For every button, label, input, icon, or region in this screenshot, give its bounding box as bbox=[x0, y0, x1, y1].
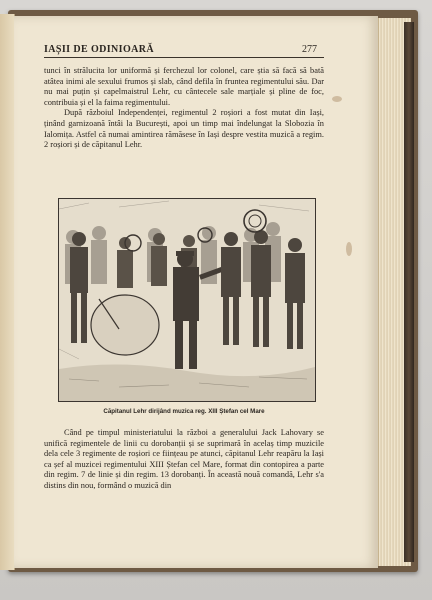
paragraph: După războiul Independenței, regimentul 2 roșiori a fost mutat din Iași, ținând garnizoană întâi la București, apoi un timp mai îndelungat la Slobozia în Ialomița. Astfel că numai amintirea rămăsese în Iași despre vestita muzică a regim. 2 roșiori și de căpitanul Lehr. bbox=[44, 108, 324, 150]
paragraph: tunci în strălucita lor uniformă și ferchezul lor colonel, care știa să facă să bată atâtea inimi ale sexului frumos și slab, când defila în fruntea regimentului său. Dar nu mai puțin și capelmaistrul Lehr, cu cântecele sale marțiale și pline de foc, contribuia și el la faima regimentului. bbox=[44, 66, 324, 107]
header-rule bbox=[44, 57, 324, 58]
stain bbox=[332, 96, 342, 102]
band-drawing bbox=[59, 199, 315, 401]
text-block-bottom bbox=[44, 428, 324, 492]
running-head: IAȘII DE ODINIOARĂ bbox=[44, 44, 154, 55]
paragraph: Când pe timpul ministeriatului la război a generalului Jack Lahovary se unifică regimentele de linii cu dorobanții și se suprimară în acelaș timp muzicile dela cele 3 regimente de roșiori ce ființeau pe atunci, căpitanul Lehr reapăru la Iași ca șef al muzicei regimentului XIII Ștefan cel Mare, format din contopirea a parte din regim. 7 de linie și din regim. 13 dorobanți. În această nouă comandă, Lehr s'a distins din nou, formând o muzică din bbox=[44, 428, 324, 490]
band-illustration bbox=[58, 198, 316, 402]
text-block-top bbox=[44, 66, 324, 151]
left-page-edge bbox=[0, 14, 15, 570]
stain bbox=[346, 242, 352, 256]
illustration-caption: Căpitanul Lehr dirijând muzica reg. XIII Ștefan cel Mare bbox=[103, 408, 265, 415]
book-spine bbox=[404, 22, 414, 562]
page-number: 277 bbox=[302, 44, 317, 55]
